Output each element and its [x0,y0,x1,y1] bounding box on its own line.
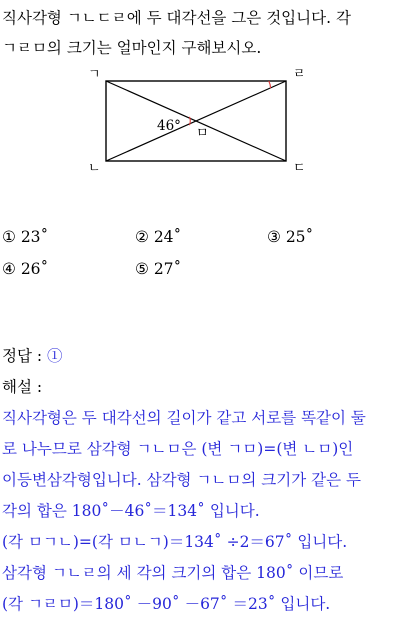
question-text [2,3,398,63]
label-center: ㅁ [196,126,209,141]
choice-4[interactable]: ④ 26˚ [2,260,49,278]
explanation-line-5: (각 ㅁㄱㄴ)=(각 ㅁㄴㄱ)＝134˚ ÷2＝67˚ 입니다. [2,533,348,551]
rectangle-diagram [86,64,316,184]
answer-text: 정답 : ① [2,347,63,365]
explanation-line-3: 이등변삼각형입니다. 삼각형 ㄱㄴㅁ의 크기가 같은 두 [2,471,361,489]
label-bottom-right: ㄷ [293,161,306,176]
explanation-line-7: (각 ㄱㄹㅁ)＝180˚ －90˚ －67˚ ＝23˚ 입니다. [2,595,331,613]
explanation-line-1: 직사각형은 두 대각선의 길이가 같고 서로를 똑같이 둘 [2,409,366,427]
choice-2[interactable]: ② 24˚ [135,228,182,246]
angle-label: 46° [157,118,181,134]
choice-1[interactable]: ① 23˚ [2,228,49,246]
label-top-right: ㄹ [293,67,306,82]
explanation-line-6: 삼각형 ㄱㄴㄹ의 세 각의 크기의 합은 180˚ 이므로 [2,564,344,582]
explanation-heading: 해설 : [2,378,43,396]
label-bottom-left: ㄴ [88,161,101,176]
question-line-2: ㄱㄹㅁ의 크기는 얼마인지 구해보시오. [2,39,262,57]
angle-arc-corner [269,81,271,88]
choice-5[interactable]: ⑤ 27˚ [135,260,182,278]
answer-choice-mark: ① [47,347,63,365]
angle-arc-center [190,117,191,125]
answer-line [2,341,400,372]
explanation-line-2: 로 나누므로 삼각형 ㄱㄴㅁ은 (변 ㄱㅁ)=(변 ㄴㅁ)인 [2,440,354,458]
question-line-1: 직사각형 ㄱㄴㄷㄹ에 두 대각선을 그은 것입니다. 각 [2,9,351,27]
label-top-left: ㄱ [88,67,101,82]
explanation-line-4: 각의 합은 180˚－46˚＝134˚ 입니다. [2,502,260,520]
solution-block [2,341,400,620]
choice-3[interactable]: ③ 25˚ [267,228,314,246]
